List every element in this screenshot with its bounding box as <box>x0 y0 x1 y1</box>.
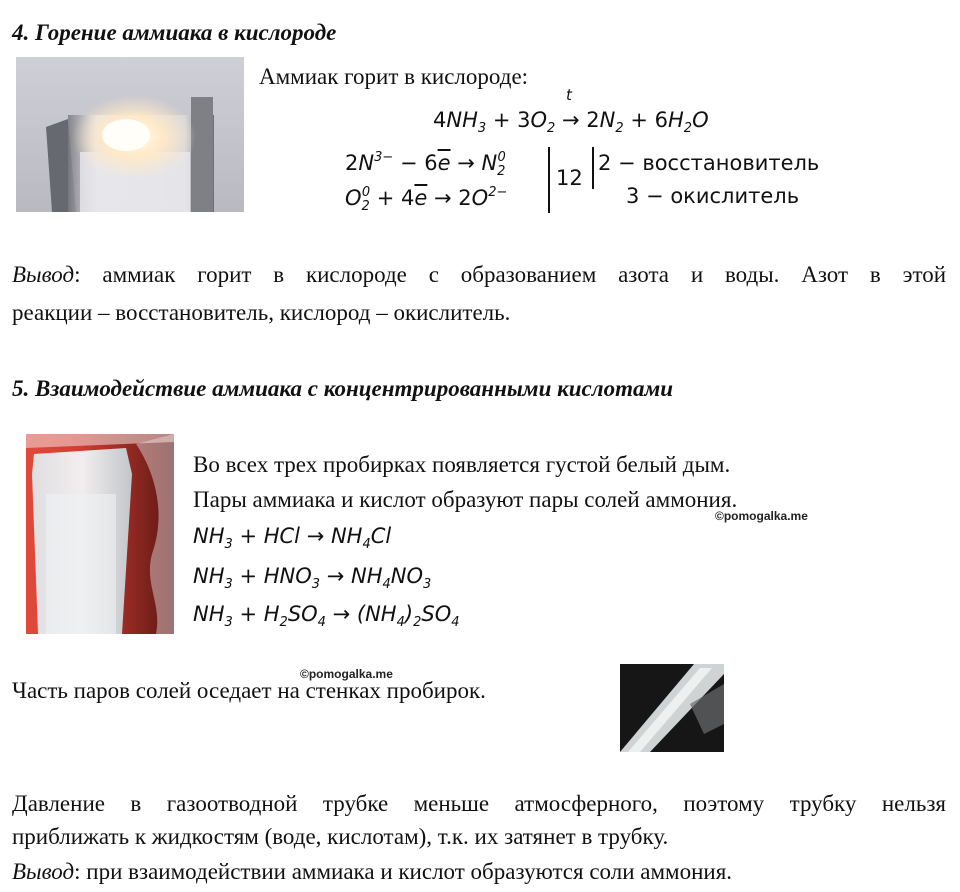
burning-ammonia-photo <box>16 57 244 212</box>
ammonia-hcl-equation: $NH_3$ + HCl → $NH_4Cl$ <box>193 524 392 552</box>
thick-white-smoke-text: Во всех трех пробирках появляется густой белый дым. <box>193 452 731 477</box>
pressure-text-line-1: Давление в газоотводной трубке меньше атмосферного, поэтому трубку нельзя <box>12 791 946 816</box>
section-4-conclusion-line-1: Вывод: аммиак горит в кислороде с образованием азота и воды. Азот в этой <box>12 262 946 287</box>
white-smoke-photo <box>26 434 174 634</box>
section-4-conclusion-line-2: реакции – восстановитель, кислород – окислитель. <box>12 300 511 325</box>
ammonium-salt-vapor-text: Пары аммиака и кислот образуют пары солей аммония. <box>193 487 738 512</box>
conclusion-label: Вывод <box>12 262 75 287</box>
oxidizer-role: − окислитель <box>639 184 800 208</box>
ammonia-burns-intro: Аммиак горит в кислороде: <box>259 64 529 89</box>
conclusion-label: Вывод <box>12 859 75 884</box>
watermark: ©pomogalka.me <box>300 667 393 681</box>
reducer-coefficient: 2 <box>598 151 612 175</box>
burning-ammonia-test-tube-icon <box>16 57 244 212</box>
ammonia-combustion-equation: $4NH_3 + 3O_2$ → t $2N_2 + 6H_2O$ <box>433 86 709 136</box>
reducer-line <box>598 153 819 174</box>
oxidizer-line <box>626 186 799 207</box>
ammonia-nitric-acid-equation: $NH_3 + HNO_3 \to NH_4NO_3$ <box>193 564 432 592</box>
section-5-conclusion: Вывод: при взаимодействии аммиака и кислот образуются соли аммония. <box>12 859 733 884</box>
section-5-heading: 5. Взаимодействие аммиака с концентрированными кислотами <box>12 376 674 401</box>
oxygen-half-reaction: $O_2^0 + 4\overline{e} \to 2O^{2-}$ <box>345 185 508 214</box>
ammonia-sulfuric-acid-equation: $NH_3 + H_2SO_4 \to (NH_4)_2SO_4$ <box>193 602 460 630</box>
white-smoke-test-tube-icon <box>26 434 174 634</box>
oxidizer-coefficient: 3 <box>626 184 640 208</box>
salt-deposit-text: Часть паров солей оседает на стенках пробирок. <box>12 678 486 703</box>
watermark: ©pomogalka.me <box>715 509 808 523</box>
section-4-heading: 4. Горение аммиака в кислороде <box>12 20 337 45</box>
test-tube-walls-icon <box>620 664 724 752</box>
reducer-role: − восстановитель <box>611 151 820 175</box>
electron-multiplier: 12 <box>556 166 583 190</box>
pressure-text-line-2: приближать к жидкостям (воде, кислотам), т.к. их затянет в трубку. <box>12 824 669 849</box>
temperature-condition: t <box>565 86 572 104</box>
balance-divider-right <box>592 147 594 189</box>
test-tube-walls-photo <box>620 664 724 752</box>
balance-divider-left <box>548 147 550 213</box>
nitrogen-half-reaction: $2N^{3-} - 6\overline{e} \to N_2^0$ <box>345 150 506 179</box>
